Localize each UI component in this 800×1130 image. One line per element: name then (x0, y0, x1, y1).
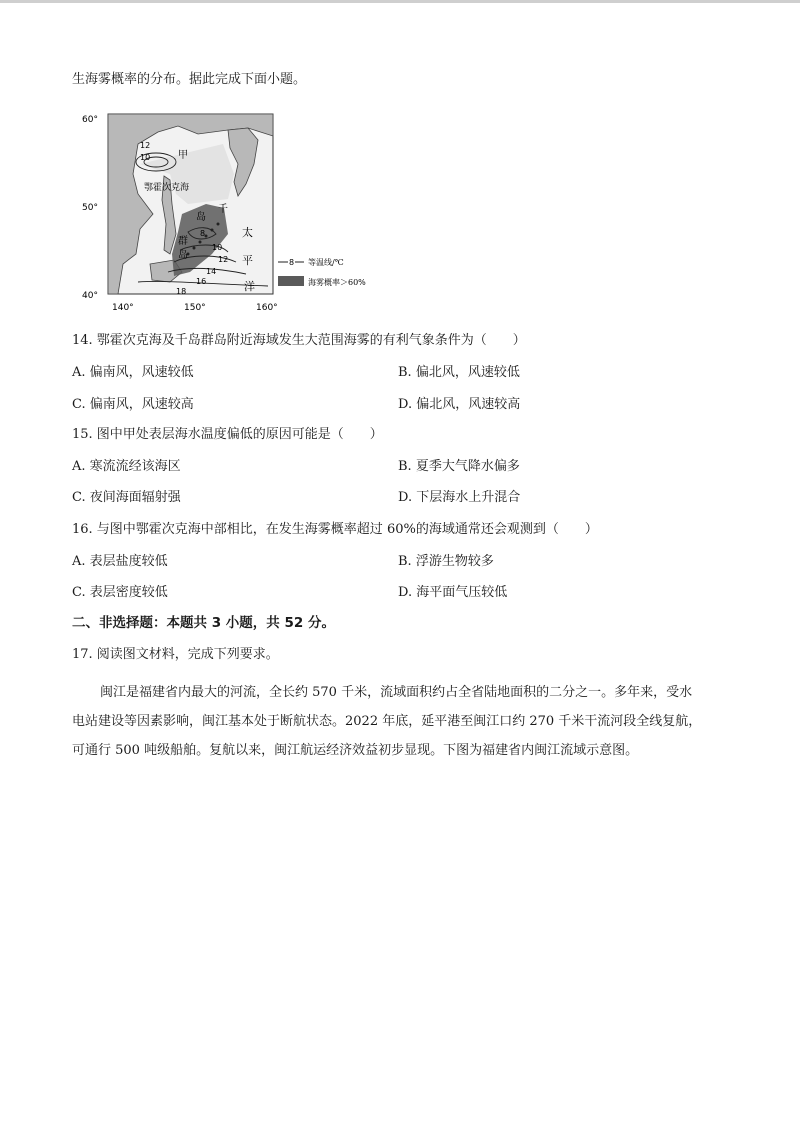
label-jia: 甲 (178, 150, 188, 161)
label-qun: 群 (178, 236, 188, 247)
lon-label-150: 150° (184, 303, 206, 313)
legend-fog-swatch (278, 276, 304, 286)
contour-label: 18 (176, 287, 187, 296)
question-15-option-c: C. 夜间海面辐射强 (72, 490, 181, 505)
contour-label: 10 (212, 243, 223, 252)
contour-label: 16 (196, 277, 207, 286)
q17-paragraph-line-1: 闽江是福建省内最大的河流，全长约 570 千米，流域面积约占全省陆地面积的二分之一。多年来，受水 (100, 685, 693, 700)
label-okhotsk: 鄂霍次克海 (144, 183, 190, 193)
question-16-stem: 16. 与图中鄂霍次克海中部相比，在发生海雾概率超过 60%的海域通常还会观测到（ ） (72, 522, 598, 537)
lon-label-140: 140° (112, 303, 134, 313)
lat-label-40: 40° (82, 291, 98, 301)
question-16-option-a: A. 表层盐度较低 (72, 554, 168, 569)
contour-label: 12 (218, 255, 229, 264)
label-tai: 太 (242, 226, 253, 239)
question-15-option-b: B. 夏季大气降水偏多 (398, 459, 520, 474)
question-16-option-b: B. 浮游生物较多 (398, 554, 494, 569)
intro-text: 生海雾概率的分布。据此完成下面小题。 (72, 72, 307, 87)
label-dao-1: 岛 (196, 212, 206, 223)
q17-paragraph-line-3: 可通行 500 吨级船舶。复航以来，闽江航运经济效益初步显现。下图为福建省内闽江流域示意图。 (72, 743, 639, 758)
contour-label: 12 (140, 141, 151, 150)
label-qian: 千 (218, 204, 228, 215)
question-14-option-a: A. 偏南风，风速较低 (72, 365, 194, 380)
lat-label-60: 60° (82, 115, 98, 125)
question-17-stem: 17. 阅读图文材料，完成下列要求。 (72, 647, 279, 662)
question-14-option-b: B. 偏北风，风速较低 (398, 365, 520, 380)
lon-label-160: 160° (256, 303, 278, 313)
contour-label: 10 (140, 153, 151, 162)
contour-label: 14 (206, 267, 217, 276)
lat-label-50: 50° (82, 203, 98, 213)
question-16-option-c: C. 表层密度较低 (72, 585, 168, 600)
contour-label: 8 (200, 229, 206, 238)
top-rule (0, 0, 800, 3)
section-2-heading: 二、非选择题：本题共 3 小题，共 52 分。 (72, 615, 335, 631)
q17-paragraph-line-2: 电站建设等因素影响，闽江基本处于断航状态。2022 年底，延平港至闽江口约 270 千米干流河段全线复航， (72, 714, 702, 729)
question-14-option-d: D. 偏北风，风速较高 (398, 397, 521, 412)
legend-fog-label: 海雾概率＞60% (308, 278, 366, 287)
label-dao-2: 岛 (178, 250, 188, 261)
question-14-stem: 14. 鄂霍次克海及千岛群岛附近海域发生大范围海雾的有利气象条件为（ ） (72, 333, 526, 348)
label-yang: 洋 (244, 280, 255, 293)
legend-isotherm-value: 8 (289, 258, 295, 267)
question-14-option-c: C. 偏南风，风速较高 (72, 397, 194, 412)
question-15-stem: 15. 图中甲处表层海水温度偏低的原因可能是（ ） (72, 427, 383, 442)
question-15-option-a: A. 寒流流经该海区 (72, 459, 181, 474)
legend-isotherm-label: 等温线/℃ (308, 258, 344, 267)
label-ping: 平 (242, 254, 253, 267)
question-16-option-d: D. 海平面气压较低 (398, 585, 508, 600)
question-15-option-d: D. 下层海水上升混合 (398, 490, 521, 505)
fog-probability-map (78, 104, 378, 318)
